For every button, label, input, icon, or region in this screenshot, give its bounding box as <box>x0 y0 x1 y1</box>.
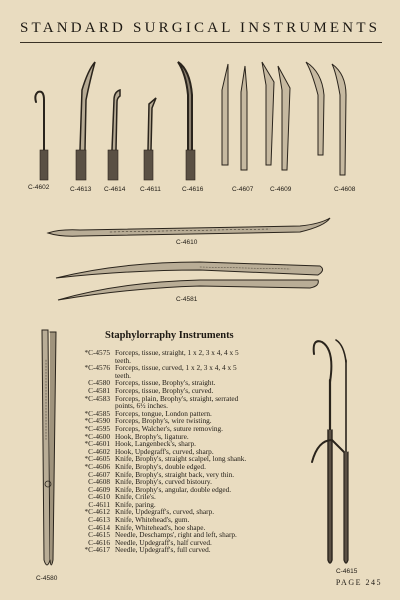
straight-knives-illustration <box>222 64 247 170</box>
item-description: Forceps, tissue, Brophy's, straight. <box>115 378 216 388</box>
item-description: Forceps, tissue, curved, 1 x 2, 3 x 4, 4 x 5 <box>115 363 237 373</box>
item-code: *C-4601 <box>84 439 110 449</box>
item-description: Needle, Deschamps', right and left, sharp. <box>115 530 237 540</box>
item-code: *C-4576 <box>84 363 110 373</box>
item-description: Forceps, tissue, straight, 1 x 2, 3 x 4, 4 x 5 <box>115 348 239 357</box>
item-code: *C-4575 <box>84 348 110 357</box>
section-title: Staphylorraphy Instruments <box>105 330 234 341</box>
gum-knife-illustration <box>76 62 95 180</box>
item-code: C-4602 <box>88 446 110 456</box>
item-description: Hook, Langenbeck's, sharp. <box>115 439 196 449</box>
caption: C-4614 <box>104 186 126 193</box>
caption: C-4609 <box>270 186 292 193</box>
caption: C-4615 <box>336 568 358 575</box>
item-code: *C-4606 <box>84 461 110 471</box>
paring-knife-illustration <box>144 98 156 180</box>
forceps-illustration <box>56 262 323 300</box>
item-code: C-4610 <box>88 492 110 502</box>
item-code: C-4613 <box>88 515 110 525</box>
item-code: C-4609 <box>88 484 110 494</box>
caption: C-4602 <box>28 184 50 191</box>
caption: C-4611 <box>140 186 161 193</box>
item-description: Knife, Brophy's, angular, double edged. <box>115 484 232 494</box>
item-code: C-4581 <box>88 385 110 395</box>
item-description: Knife, Brophy's, straight scalpel, long shank. <box>115 454 247 464</box>
caption: C-4580 <box>36 575 58 582</box>
caption: C-4608 <box>334 186 356 193</box>
item-description: Forceps, Walcher's, suture removing. <box>115 423 223 433</box>
item-code: *C-4605 <box>84 454 110 464</box>
item-code: *C-4617 <box>84 545 110 555</box>
list-item <box>70 349 306 357</box>
angular-knives-illustration <box>262 62 290 170</box>
deschamps-needles-illustration <box>312 340 348 563</box>
item-code: C-4616 <box>88 537 110 547</box>
item-description: Knife, Updegraff's, curved, sharp. <box>115 507 215 517</box>
item-description: Knife, Crile's. <box>115 492 156 502</box>
item-code: *C-4600 <box>84 431 110 441</box>
list-item <box>70 546 306 554</box>
item-description-continued: teeth. <box>115 355 132 365</box>
item-code: *C-4585 <box>84 408 110 418</box>
item-code: C-4611 <box>88 499 110 509</box>
item-code: *C-4612 <box>84 507 110 517</box>
item-code: C-4580 <box>88 378 110 388</box>
item-code: *C-4590 <box>84 416 110 426</box>
item-description: Needle, Updegraff's, half curved. <box>115 537 212 547</box>
item-description: Knife, Whitehead's, hoe shape. <box>115 522 206 532</box>
caption: C-4616 <box>182 186 204 193</box>
item-description: Knife, Whitehead's, gum. <box>115 515 190 525</box>
item-code: *C-4595 <box>84 423 110 433</box>
item-code: *C-4583 <box>84 393 110 403</box>
item-description: Forceps, Brophy's, wire twisting. <box>115 416 212 426</box>
page-header: STANDARD SURGICAL INSTRUMENTS <box>20 20 381 36</box>
caption: C-4610 <box>176 239 198 246</box>
list-item <box>70 395 306 403</box>
caption: C-4607 <box>232 186 254 193</box>
caption: C-4581 <box>176 296 198 303</box>
hook-illustration <box>35 92 48 180</box>
item-code: C-4608 <box>88 477 110 487</box>
item-description: Forceps, tissue, Brophy's, curved. <box>115 385 214 395</box>
item-code: C-4615 <box>88 530 110 540</box>
spatula-illustration <box>48 218 330 236</box>
item-description-continued: points, 6½ inches. <box>115 401 168 411</box>
needle-illustration <box>178 62 195 180</box>
item-code: C-4614 <box>88 522 110 532</box>
bistoury-knives-illustration <box>306 62 346 175</box>
page-number: PAGE 245 <box>335 578 382 587</box>
item-description: Knife, Brophy's, double edged. <box>115 461 206 471</box>
item-description: Hook, Updegraff's, curved, sharp. <box>115 446 214 456</box>
item-description: Forceps, tongue, London pattern. <box>115 408 212 418</box>
item-code: C-4607 <box>88 469 110 479</box>
hoe-knife-illustration <box>108 90 120 180</box>
item-description: Forceps, plain, Brophy's, straight, serrated <box>115 393 239 403</box>
item-description: Knife, Brophy's, straight back, very thin. <box>115 469 235 479</box>
item-description: Needle, Updegraff's, full curved. <box>115 545 211 555</box>
list-item <box>70 364 306 372</box>
instrument-list <box>70 349 306 554</box>
item-description: Knife, Brophy's, curved bistoury. <box>115 477 212 487</box>
caption: C-4613 <box>70 186 92 193</box>
item-description-continued: teeth. <box>115 370 132 380</box>
item-description: Hook, Brophy's, ligature. <box>115 431 189 441</box>
item-description: Knife, paring. <box>115 499 156 509</box>
straight-forceps-illustration <box>42 330 56 565</box>
